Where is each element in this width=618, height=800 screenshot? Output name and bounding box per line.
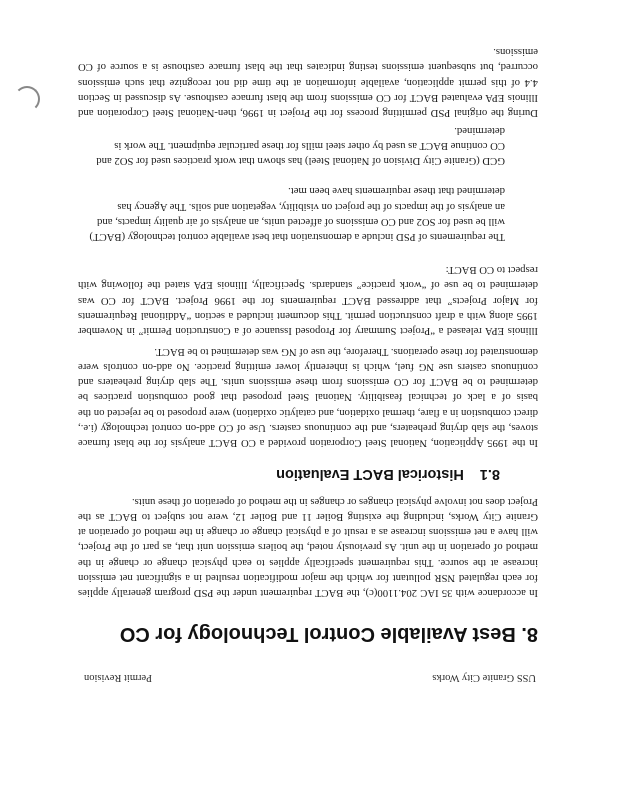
page-title: 8. Best Available Control Technology for CO [119, 623, 538, 645]
section-title: Historical BACT Evaluation [276, 466, 464, 482]
header-left: USS Granite City Works [432, 672, 536, 683]
header-right: Permit Revision [84, 672, 152, 683]
paragraph-intro: In accordance with 35 IAC 204.1100(c), the BACT requirement under the PSD program generally applies for each regulated NSR pollutant for which the major modification resulted in a significant net emission increase at the source. This requirement specifically applies to each physical change or change in the method of operation in the unit. As previously noted, the boilers emission unit that, as part of the Project, will have a net emissions increase as a result of a physical change or change in the method of operation at Granite City Works, including the existing Boiler 11 and Boiler 12, were not subject to BACT as the Project does not involve physical changes or changes in the method of operation of these units. [78, 495, 538, 599]
paragraph-project-summary: Illinois EPA released a “Project Summary for Proposed Issuance of a Construction Permit” in November 1995 along with a draft construction permit. This document included a section “Additional Requirements for Major Projects” that addressed BACT requirements for the 1996 Project. BACT for CO was determined to be use of “work practice” standards. Specifically, Illinois EPA stated the following with respect to CO BACT: [78, 264, 538, 337]
section-heading [276, 466, 500, 482]
scan-mark-icon [14, 86, 40, 112]
paragraph-1995-application: In the 1995 Application, National Steel Corporation provided a CO BACT analysis for the blast furnace stoves, the slab drying preheaters, and the continuous casters. Use of CO add-on control technology (i.e., direct combustion in a flare, thermal oxidation, and catalytic oxidation) were proposed to be rejected on the basis of a lack of technical feasibility. National Steel proposed that good combustion practices be determined to be BACT for CO emissions from these emissions units. The slab drying preheaters and continuous casters use NG fuel, which is inherently lower emitting practice. No add-on controls were demonstrated for these operations. Therefore, the use of NG was determined to be BACT. [78, 345, 538, 449]
quote-paragraph: The requirements of PSD include a demonstration that best available control technology (BACT) will be used for SO2 and CO emissions of affected units, an analysis of air quality impacts, and an analysis of the impacts of the project on visibility, vegetation and soils. The Agency has determined that these requirements have been met. [89, 185, 505, 243]
block-quote [87, 108, 505, 244]
paragraph-original-psd: During the original PSD permitting process for the Project in 1996, then-National Steel Corporation and Illinois EPA evaluated BACT for CO emissions from the blast furnace casthouse. As discussed in Section 4.4 of this permit application, available information at the time did not recognize that such emissions occurred, but subsequent emissions testing indicates that the blast furnace casthouse is a source of CO emissions. [78, 46, 538, 119]
quote-paragraph: GCD (Granite City Division of National Steel) has shown that work practices used for SO2 and CO continue BACT as used by other steel mills for these particular equipment. The work is determined. [96, 124, 505, 168]
page-header [84, 672, 536, 683]
section-number: 8.1 [479, 466, 500, 482]
